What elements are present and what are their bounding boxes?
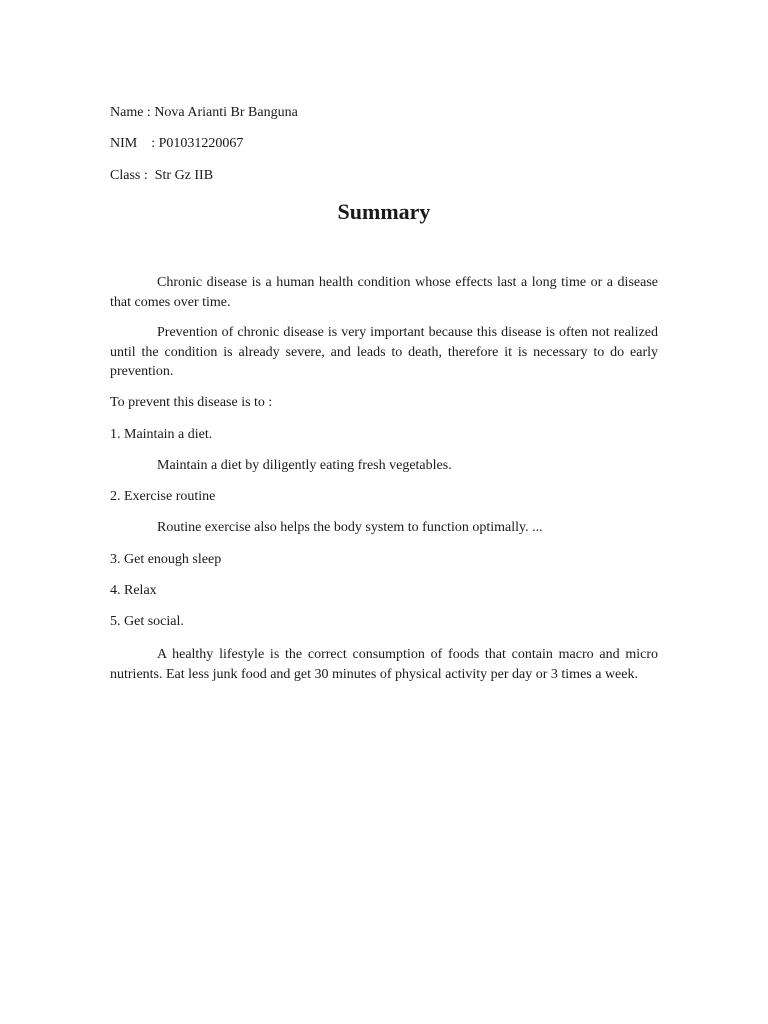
paragraph-chronic-disease: Chronic disease is a human health condition whose effects last a long time or a disease that comes over time. <box>110 275 658 310</box>
prevent-intro: To prevent this disease is to : <box>110 395 273 410</box>
class-line: Class : Str Gz IIB <box>110 168 214 183</box>
list-item-3: 3. Get enough sleep <box>110 552 222 567</box>
list-item-4: 4. Relax <box>110 583 157 598</box>
list-item-2-detail: Routine exercise also helps the body system to function optimally. ... <box>157 520 543 535</box>
list-item-2: 2. Exercise routine <box>110 489 216 504</box>
paragraph-prevention: Prevention of chronic disease is very important because this disease is often not realized until the condition is already severe, and leads to death, therefore it is necessary to do early prevention. <box>110 325 658 379</box>
list-item-1-detail: Maintain a diet by diligently eating fresh vegetables. <box>157 458 452 473</box>
page-title: Summary <box>337 199 431 224</box>
name-line: Name : Nova Arianti Br Banguna <box>110 105 298 120</box>
list-item-5: 5. Get social. <box>110 614 184 629</box>
paragraph-healthy-lifestyle: A healthy lifestyle is the correct consumption of foods that contain macro and micro nutrients. Eat less junk food and get 30 minutes of physical activity per day or 3 times a week. <box>110 647 658 682</box>
nim-line: NIM : P01031220067 <box>110 136 244 151</box>
list-item-1: 1. Maintain a diet. <box>110 427 213 442</box>
